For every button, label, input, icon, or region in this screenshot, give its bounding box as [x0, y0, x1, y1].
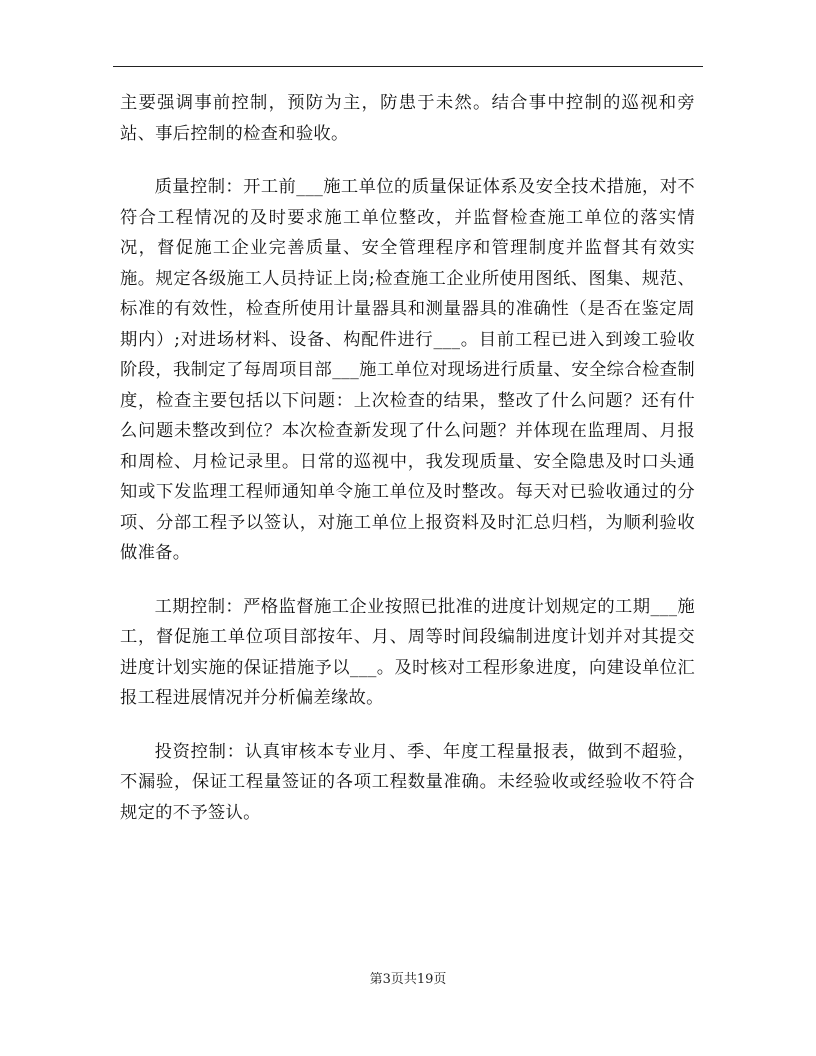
paragraph-gap: [120, 149, 695, 172]
header-rule: [113, 66, 703, 67]
paragraph-investment-control: 投资控制：认真审核本专业月、季、年度工程量报表，做到不超验，不漏验，保证工程量签证的各项工程数量准确。未经验收或经验收不符合规定的不予签认。: [120, 741, 695, 823]
page-number-footer: 第3页共19页: [369, 972, 447, 987]
paragraph-gap: [120, 569, 695, 592]
document-body: [120, 88, 695, 828]
paragraph-intro: 主要强调事前控制，预防为主，防患于未然。结合事中控制的巡视和旁站、事后控制的检查和验收。: [120, 93, 695, 144]
paragraph-schedule-control: 工期控制：严格监督施工企业按照已批准的进度计划规定的工期___施工，督促施工单位项目部按年、月、周等时间段编制进度计划并对其提交进度计划实施的保证措施予以___。及时核对工程形象进度，向建设单位汇报工程进展情况并分析偏差缘故。: [120, 596, 695, 708]
paragraph-quality-control: 质量控制：开工前___施工单位的质量保证体系及安全技术措施，对不符合工程情况的及时要求施工单位整改，并监督检查施工单位的落实情况，督促施工企业完善质量、安全管理程序和管理制度并监督其有效实施。规定各级施工人员持证上岗;检查施工企业所使用图纸、图集、规范、标准的有效性，检查所使用计量器具和测量器具的准确性（是否在鉴定周期内）;对进场材料、设备、构配件进行___。目前工程已进入到竣工验收阶段，我制定了每周项目部___施工单位对现场进行质量、安全综合检查制度，检查主要包括以下问题：上次检查的结果，整改了什么问题？还有什么问题未整改到位？本次检查新发现了什么问题？并体现在监理周、月报和周检、月检记录里。日常的巡视中，我发现质量、安全隐患及时口头通知或下发监理工程师通知单令施工单位及时整改。每天对已验收通过的分项、分部工程予以签认，对施工单位上报资料及时汇总归档，为顺利验收做准备。: [120, 177, 695, 563]
paragraph-gap: [120, 714, 695, 737]
